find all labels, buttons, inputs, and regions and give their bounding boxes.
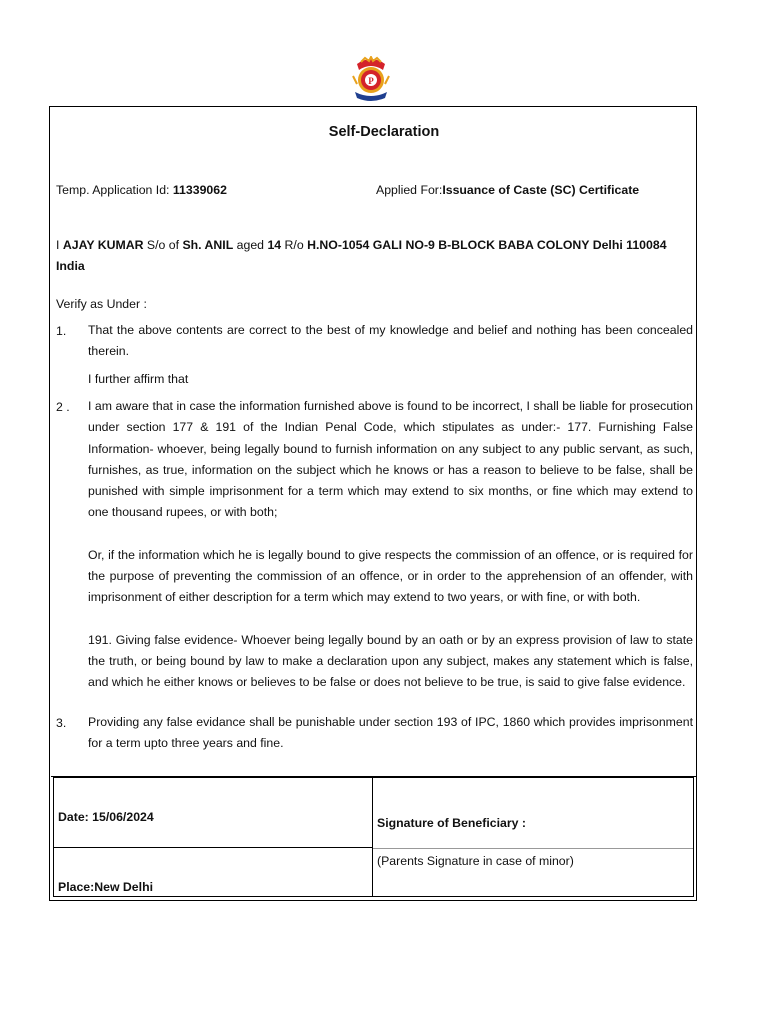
- item-paragraph: Or, if the information which he is legally bound to give respects the commission of an offence, or is required for the purpose of preventing the commission of an offence, or in order to the apprehension of an offender, with imprisonment of either description for a term which may extend to two years, or with fine, or with both.: [88, 547, 693, 605]
- item-paragraph: 191. Giving false evidence- Whoever being legally bound by an oath or by an express provision of law to state the truth, or being bound by law to make a declaration upon any subject, makes any statement which is false, and which he either knows or believes to be false or does not believe to be true, is said to give false evidence.: [88, 632, 693, 690]
- item-text: [88, 396, 693, 694]
- declarant-aged: aged: [233, 238, 268, 252]
- date-text: Date: 15/06/2024: [58, 810, 154, 824]
- temp-id-value: 11339062: [172, 183, 227, 197]
- parent-signature-note: (Parents Signature in case of minor): [377, 854, 574, 868]
- item-number: 1.: [56, 324, 67, 338]
- declarant-father: Sh. ANIL: [182, 238, 234, 252]
- signature-divider: [373, 848, 693, 849]
- applied-for-value: Issuance of Caste (SC) Certificate: [442, 183, 640, 197]
- item-paragraph: I am aware that in case the information furnished above is found to be incorrect, I shall be liable for prosecution under section 177 & 191 of the Indian Penal Code, which stipulates as under:- 177. Furnishing False Information- whoever, being legally bound to furnish information on any subject to any public servant, as such, furnishes, as true, information on the subject which he knows or has a reason to believe to be false, shall be punished with simple imprisonment for a term which may extend to six months, or fine which may extend to one thousand rupees, or with both;: [88, 399, 693, 520]
- verify-heading: Verify as Under :: [56, 297, 147, 311]
- applied-for-label: Applied For:: [376, 183, 443, 197]
- declarant-prefix: I: [56, 238, 63, 252]
- place-cell: [53, 847, 373, 897]
- item-number: 3.: [56, 716, 67, 730]
- declarant-name: AJAY KUMAR: [62, 238, 144, 252]
- date-cell: [53, 777, 373, 848]
- signature-cell: [373, 777, 694, 897]
- declarant-ro: R/o: [281, 238, 308, 252]
- svg-text:P: P: [368, 76, 374, 86]
- declarant-address-line2: India: [56, 259, 85, 273]
- item-number: 2 .: [56, 400, 70, 414]
- further-affirm: I further affirm that: [88, 372, 189, 386]
- signature-label: Signature of Beneficiary :: [377, 816, 526, 830]
- signature-table: [51, 776, 696, 898]
- delhi-police-emblem-icon: [349, 56, 393, 102]
- place-text: Place:New Delhi: [58, 880, 153, 894]
- item-text: That the above contents are correct to the best of my knowledge and belief and nothing has been concealed therein.: [88, 323, 693, 359]
- declarant-so: S/o of: [143, 238, 183, 252]
- temp-id-label: Temp. Application Id:: [56, 183, 173, 197]
- item-text: Providing any false evidance shall be punishable under section 193 of IPC, 1860 which provides imprisonment for a term upto three years and fine.: [88, 715, 693, 751]
- declarant-line: [56, 238, 667, 252]
- declarant-age: 14: [267, 238, 282, 252]
- page-title: Self-Declaration: [328, 124, 440, 140]
- applied-for-line: [376, 183, 639, 197]
- application-id-line: [56, 183, 227, 197]
- declarant-address: H.NO-1054 GALI NO-9 B-BLOCK BABA COLONY Delhi 110084: [307, 238, 667, 252]
